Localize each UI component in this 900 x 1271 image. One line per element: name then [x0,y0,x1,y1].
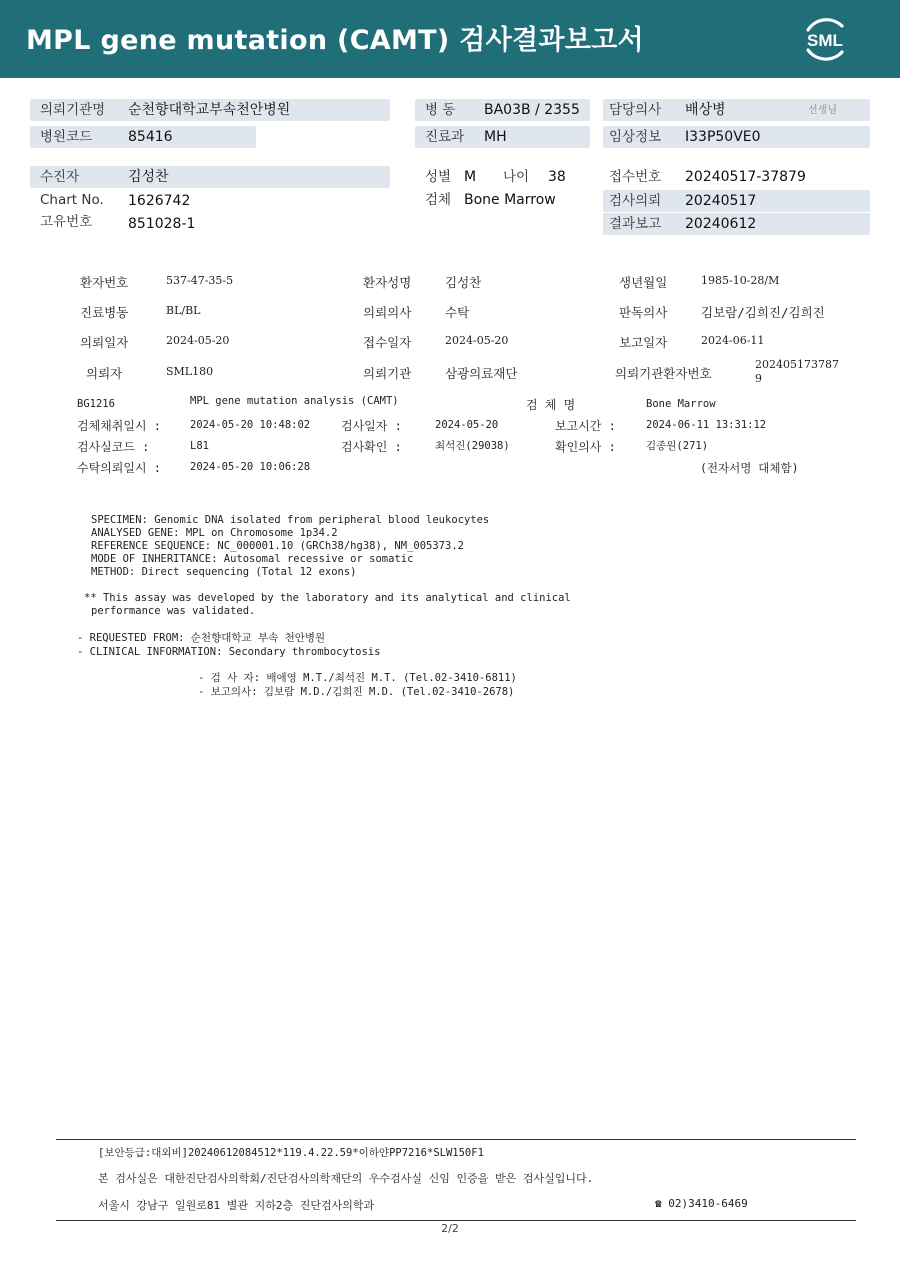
patient-no-value: 537-47-35-5 [166,274,234,287]
rcv-date-value: 2024-05-20 [445,334,509,347]
request-label: 검사의뢰 [609,193,662,209]
req-inst-label: 의뢰기관 [363,366,412,381]
ward-value: BA03B / 2355 [484,102,580,118]
report-value: 20240612 [685,216,757,232]
analysed-gene-line: ANALYSED GENE: MPL on Chromosome 1p34.2 [91,527,338,539]
clinical-label: 임상정보 [609,129,662,145]
tester-line: - 검 사 자: 배애영 M.T./최석진 M.T. (Tel.02-3410-6811) [198,672,517,684]
assay-note-line-2: performance was validated. [91,605,256,617]
receipt-value: 20240517-37879 [685,169,806,185]
req-inst-pid-value-2: 9 [755,372,762,385]
confirm-value: 최석진(29038) [435,440,510,452]
req-inst-pid-label: 의뢰기관환자번호 [615,366,712,381]
sex-label: 성별 [425,169,452,185]
report-label: 결과보고 [609,216,662,232]
institution-label: 의뢰기관명 [40,102,106,118]
security-line: [보안등급:대외비]20240612084512*119.4.22.59*이하얀PP7216*SLW150F1 [98,1147,484,1159]
patient-value: 김성찬 [128,169,169,185]
method-line: METHOD: Direct sequencing (Total 12 exons) [91,566,357,578]
patient-name-label: 환자성명 [363,275,412,290]
esign-note: (전자서명 대체함) [700,461,799,475]
test-code: BG1216 [77,398,115,410]
dept-value: MH [484,129,507,145]
unique-label: 고유번호 [40,214,93,230]
patient-label: 수진자 [40,169,80,185]
sml-logo-icon [798,14,852,64]
receipt-label: 접수번호 [609,169,662,185]
birth-label: 생년월일 [619,275,668,290]
age-value: 38 [548,169,566,185]
consign-label: 수탁의뢰일시 : [77,461,162,475]
clinical-info-line: - CLINICAL INFORMATION: Secondary thrombocytosis [77,646,381,658]
rcv-date-label: 접수일자 [363,335,412,350]
specimen-label: 검체 [425,192,452,208]
req-inst-pid-value-1: 202405173787 [755,358,839,371]
reader-label: 판독의사 [619,305,668,320]
req-date-value: 2024-05-20 [166,334,230,347]
room-label: 검사실코드 : [77,440,150,454]
ward-label: 병 동 [425,102,456,118]
test-date-label: 검사일자 : [341,419,402,433]
patient-name-value: 김성찬 [445,275,482,290]
requester-value: SML180 [166,365,214,378]
institution-value: 순천향대학교부속천안병원 [128,102,291,118]
doctor-label: 담당의사 [609,102,662,118]
reader-value: 김보람/김희진/김희진 [701,305,825,320]
confirm-dr-value: 김종원(271) [646,440,709,452]
rpt-time-label: 보고시간 : [555,419,616,433]
test-date-value: 2024-05-20 [435,419,499,431]
ward2-value: BL/BL [166,304,201,317]
logo-text: SML [807,31,843,50]
patient-row-bg [30,166,390,188]
rpt-time-value: 2024-06-11 13:31:12 [646,419,767,431]
inheritance-line: MODE OF INHERITANCE: Autosomal recessive or somatic [91,553,414,565]
unique-value: 851028-1 [128,216,196,232]
room-value: L81 [190,440,209,452]
phone-line: ☎ 02)3410-6469 [655,1197,748,1210]
dept-label: 진료과 [425,129,465,145]
birth-value: 1985-10-28/M [701,274,780,287]
footer-divider-bottom [56,1220,856,1221]
footer-divider-top [56,1139,856,1140]
hospital-code-label: 병원코드 [40,129,93,145]
test-name: MPL gene mutation analysis (CAMT) [190,395,399,407]
patient-no-label: 환자번호 [80,275,129,290]
chart-label: Chart No. [40,192,104,208]
report-title: MPL gene mutation (CAMT) 검사결과보고서 [26,25,644,56]
doctor-honorific: 선생님 [808,105,837,116]
requester-label: 의뢰자 [86,366,123,381]
test-specimen-value: Bone Marrow [646,398,716,410]
ward2-label: 진료병동 [80,305,129,320]
assay-note-line-1: ** This assay was developed by the laboratory and its analytical and clinical [84,592,571,604]
req-doctor-label: 의뢰의사 [363,305,412,320]
collect-value: 2024-05-20 10:48:02 [190,419,311,431]
collect-label: 검체채취일시 : [77,419,162,433]
requested-from-line: - REQUESTED FROM: 순천향대학교 부속 천안병원 [77,632,326,644]
confirm-label: 검사확인 : [341,440,402,454]
cert-line: 본 검사실은 대한진단검사의학회/진단검사의학재단의 우수검사실 신임 인증을 받은 검사실입니다. [98,1172,594,1185]
rpt-date-value: 2024-06-11 [701,334,765,347]
doctor-value: 배상병 [685,102,726,118]
req-date-label: 의뢰일자 [80,335,129,350]
consign-value: 2024-05-20 10:06:28 [190,461,311,473]
chart-value: 1626742 [128,193,191,209]
report-header-bar [0,0,900,78]
specimen-line: SPECIMEN: Genomic DNA isolated from peripheral blood leukocytes [91,514,490,526]
clinical-value: I33P50VE0 [685,129,761,145]
request-value: 20240517 [685,193,757,209]
req-doctor-value: 수탁 [445,305,470,320]
page-number: 2/2 [441,1222,459,1235]
reporter-line: - 보고의사: 김보람 M.D./김희진 M.D. (Tel.02-3410-2678) [198,686,515,698]
test-specimen-label: 검 체 명 [526,398,576,412]
hospital-code-value: 85416 [128,129,173,145]
sex-value: M [464,169,477,185]
req-inst-value: 삼광의료재단 [445,366,518,381]
specimen-value: Bone Marrow [464,192,556,208]
address-line: 서울시 강남구 일원로81 별관 지하2층 진단검사의학과 [98,1199,375,1212]
age-label: 나이 [503,169,530,185]
rpt-date-label: 보고일자 [619,335,668,350]
confirm-dr-label: 확인의사 : [555,440,616,454]
reference-sequence-line: REFERENCE SEQUENCE: NC_000001.10 (GRCh38/hg38), NM_005373.2 [91,540,464,552]
